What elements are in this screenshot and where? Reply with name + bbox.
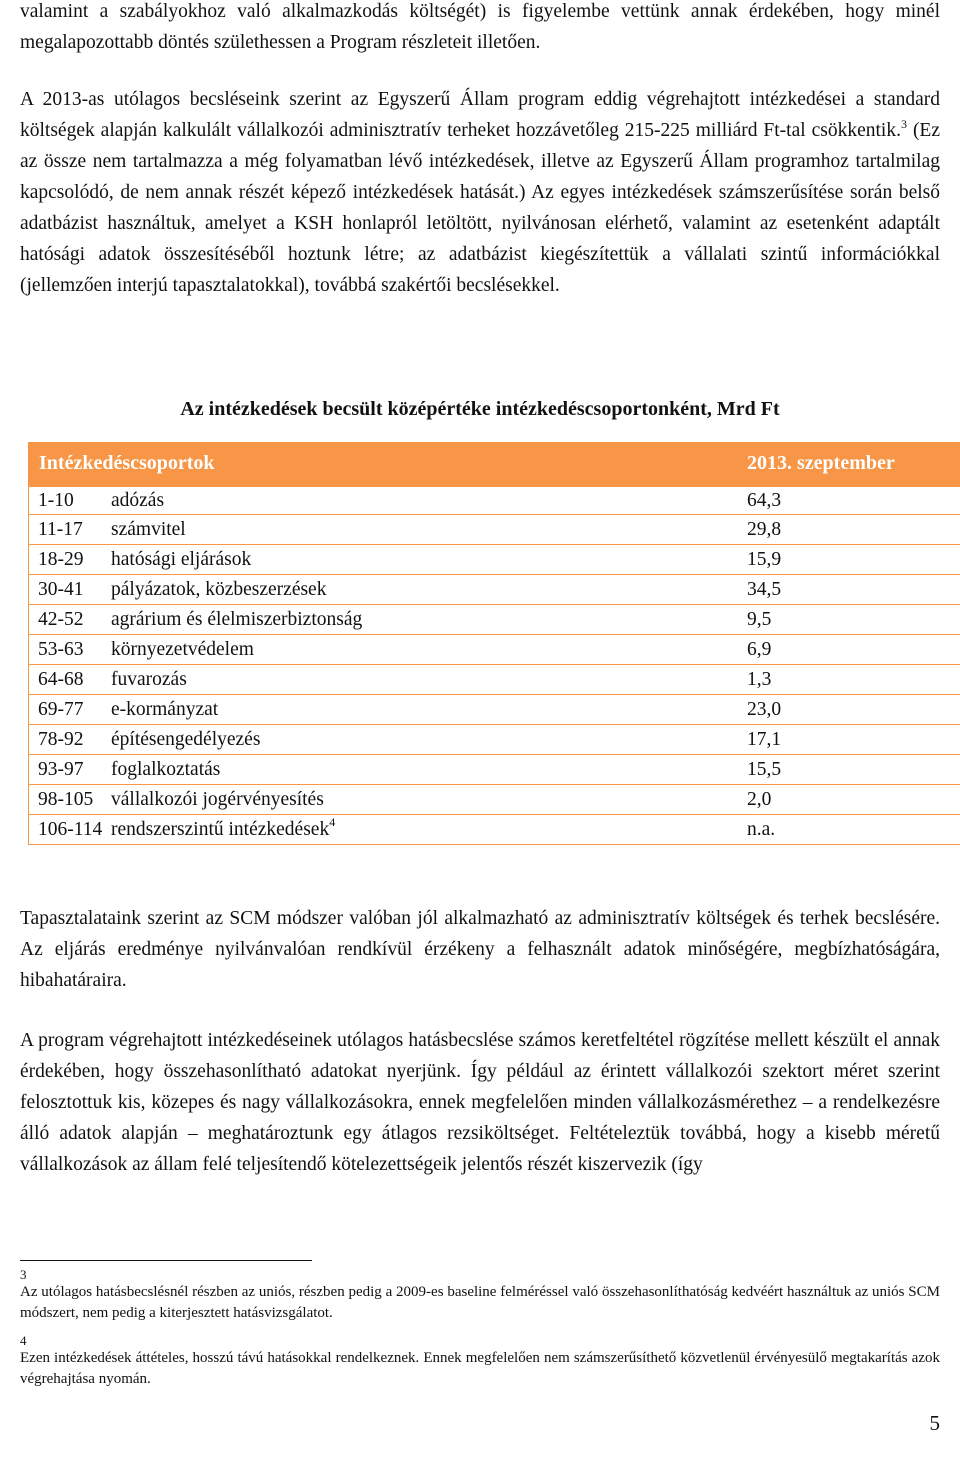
row-name: építésengedélyezés: [111, 728, 261, 750]
row-value: 1,3: [747, 668, 772, 690]
paragraph-estimate: [20, 84, 940, 301]
row-code: 78-92: [38, 728, 84, 750]
row-code: 11-17: [38, 518, 83, 540]
table-row: [28, 815, 960, 845]
row-code: 64-68: [38, 668, 84, 690]
row-code: 53-63: [38, 638, 84, 660]
paragraph-scm-method: Tapasztalataink szerint az SCM módszer valóban jól alkalmazható az adminisztratív költségek és terhek becslésére. Az eljárás eredménye nyilvánvalóan rendkívül érzékeny a felhasznált adatok minőségére, megbízhatóságára, hibahatáraira.: [20, 908, 940, 991]
table-row: [28, 605, 960, 635]
row-code: 42-52: [38, 608, 84, 630]
row-value: n.a.: [747, 818, 776, 840]
row-name: számvitel: [111, 518, 186, 540]
row-value: 29,8: [747, 518, 782, 540]
row-code: 93-97: [38, 758, 84, 780]
row-code: 1-10: [38, 489, 74, 511]
table-header: [28, 442, 960, 485]
row-name: foglalkoztatás: [111, 758, 221, 780]
row-code: 30-41: [38, 578, 84, 600]
row-name: [111, 815, 747, 841]
row-value: 15,9: [747, 548, 782, 570]
row-value: 17,1: [747, 728, 782, 750]
row-name: vállalkozói jogérvényesítés: [111, 788, 324, 810]
table-row: [28, 485, 960, 515]
table-row: [28, 515, 960, 545]
footnote-4-number: 4: [20, 1333, 27, 1348]
footnote-3-text: Az utólagos hatásbecslésnél részben az uniós, részben pedig a 2009-es baseline felméréssel való összehasonlíthatóság kedvéért használtuk az uniós SCM módszert, nem pedig a kiterjesztett hatásvizsgálatot.: [20, 1284, 940, 1321]
table-row: [28, 695, 960, 725]
row-name: pályázatok, közbeszerzések: [111, 578, 327, 600]
row-name: e-kormányzat: [111, 698, 219, 720]
footnote-4-text: Ezen intézkedések áttételes, hosszú távú hatásokkal rendelkeznek. Ennek megfelelően nem számszerűsíthető közvetlenül érvényesülő megtakarítás azok végrehajtása nyomán.: [20, 1350, 940, 1387]
row-value: 34,5: [747, 578, 782, 600]
footnote-ref-3[interactable]: 3: [900, 116, 907, 131]
paragraph-intro-continuation: valamint a szabályokhoz való alkalmazkodás költségét) is figyelembe vettünk annak érdekében, hogy minél megalapozottabb döntés születhessen a Program részleteit illetően.: [20, 1, 940, 53]
row-code: 18-29: [38, 548, 84, 570]
table-title: Az intézkedések becsült középértéke intézkedéscsoportonként, Mrd Ft: [180, 398, 780, 420]
header-group: Intézkedéscsoportok: [39, 452, 215, 474]
paragraph-estimate-text-1: A 2013-as utólagos becsléseink szerint az Egyszerű Állam program eddig végrehajtott intézkedései a standard költségek alapján kalkulált vállalkozói adminisztratív terheket hozzávetőleg 215-225 milliárd Ft-tal csökkentik.: [20, 89, 940, 141]
footnote-separator: [20, 1260, 312, 1261]
row-name: adózás: [111, 489, 165, 511]
row-value: 23,0: [747, 698, 782, 720]
row-code: 69-77: [38, 698, 84, 720]
table-row: [28, 575, 960, 605]
footnote-4: [20, 1334, 940, 1390]
row-code: 98-105: [38, 788, 94, 810]
footnote-ref-4[interactable]: 4: [329, 815, 336, 829]
measures-table: [28, 442, 960, 845]
header-period: 2013. szeptember: [747, 452, 895, 474]
table-row: [28, 635, 960, 665]
table-row: [28, 725, 960, 755]
paragraph-impact-assessment: A program végrehajtott intézkedéseinek utólagos hatásbecslése számos keretfeltétel rögzítése mellett készült el annak érdekében, hogy összehasonlítható adatokat nyerjünk. Így például az érintett vállalkozói szektort méret szerint felosztottuk kis, közepes és nagy vállalkozásokra, ennek megfelelően minden vállalkozásmérethez – a rendelkezésre álló adatok alapján – meghatároztunk egy átlagos rezsiköltséget. Feltételeztük továbbá, hogy a kisebb méretű vállalkozások az állam felé teljesítendő kötelezettségeik jelentős részét kiszervezik (így: [20, 1030, 940, 1175]
paragraph-estimate-text-2: (Ez az össze nem tartalmazza a még folyamatban lévő intézkedések, illetve az Egyszerű Állam programhoz tartalmilag kapcsolódó, de nem annak részét képező intézkedések hatását.) Az egyes intézkedések számszerűsítése során belső adatbázist használtuk, amelyet a KSH honlapról letöltött, nyilvánosan elérhető, valamint az esetenként adaptált hatósági adatok összesítéséből hoztunk létre; az adatbázist kiegészítettük a vállalati szintű információkkal (jellemzően interjú tapasztalatokkal), továbbá szakértői becslésekkel.: [20, 120, 940, 296]
row-value: 6,9: [747, 638, 772, 660]
footnote-3-number: 3: [20, 1267, 27, 1282]
footnote-3: [20, 1268, 940, 1324]
table-row: [28, 545, 960, 575]
row-value: 2,0: [747, 788, 772, 810]
row-name: hatósági eljárások: [111, 548, 252, 570]
row-name: agrárium és élelmiszerbiztonság: [111, 608, 363, 630]
table-row: [28, 755, 960, 785]
row-name: környezetvédelem: [111, 638, 254, 660]
row-value: 64,3: [747, 489, 782, 511]
row-code: 106-114: [38, 818, 103, 840]
table-row: [28, 665, 960, 695]
row-name-text: rendszerszintű intézkedések: [111, 818, 330, 840]
row-value: 15,5: [747, 758, 782, 780]
table-row: [28, 785, 960, 815]
row-name: fuvarozás: [111, 668, 187, 690]
page-number: 5: [929, 1411, 940, 1435]
table-body: [28, 485, 960, 845]
row-value: 9,5: [747, 608, 772, 630]
